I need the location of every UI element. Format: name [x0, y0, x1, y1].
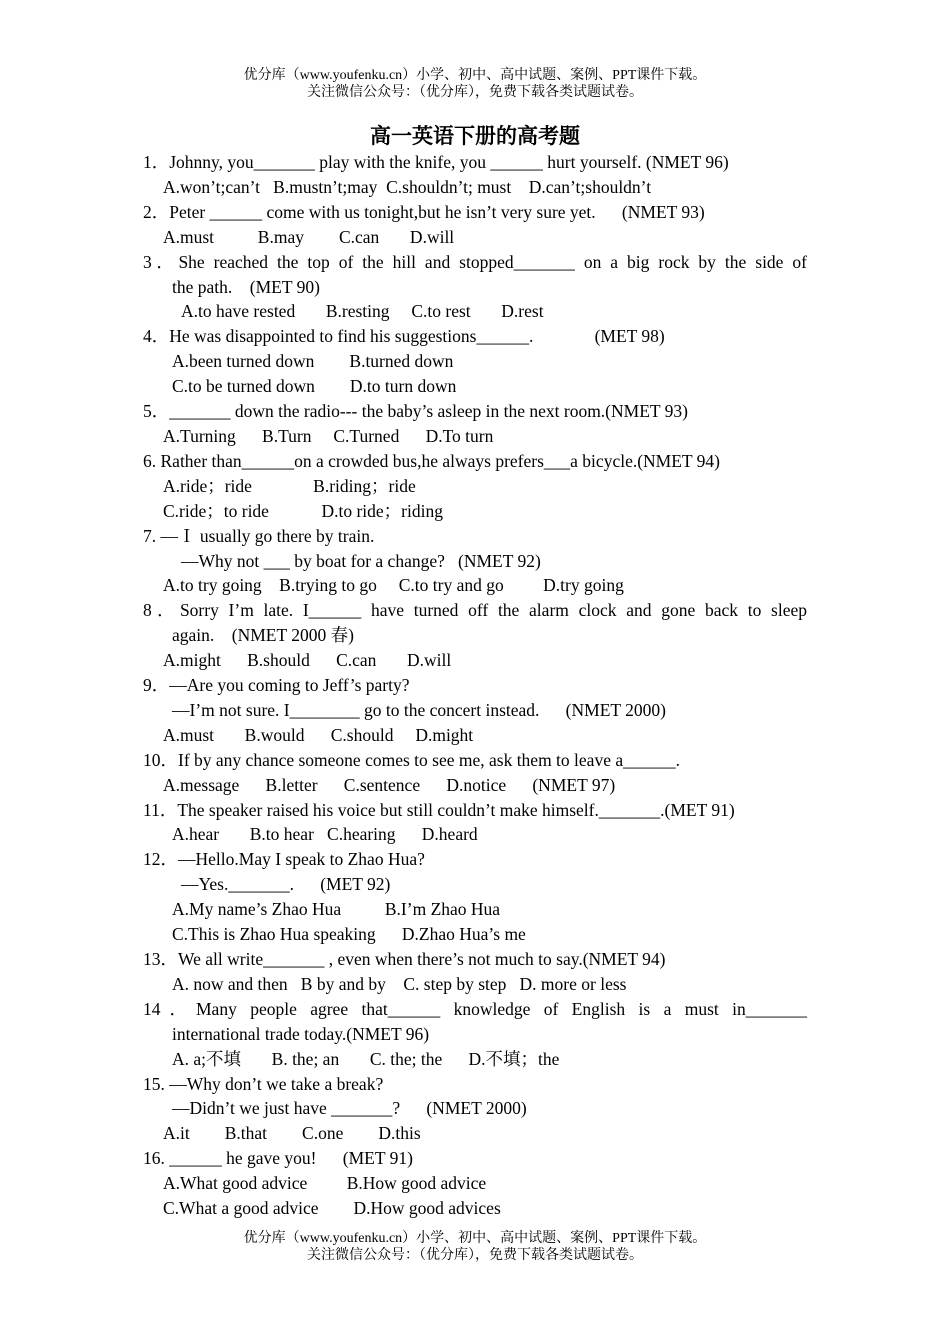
question-2: 2．Peter ______ come with us tonight,but he isn’t very sure yet. (NMET 93): [143, 201, 705, 222]
question-5-options: A.Turning B.Turn C.Turned D.To turn: [163, 425, 494, 446]
question-6: 6. Rather than______on a crowded bus,he always prefers___a bicycle.(NMET 94): [143, 450, 721, 471]
question-9-reply: —I’m not sure. I________ go to the concert instead. (NMET 2000): [172, 699, 666, 720]
question-12-options-cd: C.This is Zhao Hua speaking D.Zhao Hua’s me: [172, 924, 526, 945]
question-14-continued: international trade today.(NMET 96): [172, 1023, 430, 1044]
question-10-options: A.message B.letter C.sentence D.notice (NMET 97): [163, 774, 616, 795]
question-7-reply: —Why not ___ by boat for a change? (NMET 92): [181, 550, 541, 571]
question-13: 13．We all write_______ , even when there’s not much to say.(NMET 94): [143, 949, 666, 969]
question-14: 14．Many people agree that______ knowledge of English is a must in_______: [143, 998, 807, 1019]
footer-line-2: 关注微信公众号：（优分库），免费下载各类试题试卷。: [307, 1248, 643, 1263]
page-title: 高一英语下册的高考题: [370, 124, 580, 148]
header-line-2: 关注微信公众号：（优分库），免费下载各类试题试卷。: [307, 85, 643, 100]
question-1: 1．Johnny, you_______ play with the knife, you ______ hurt yourself. (NMET 96): [143, 152, 729, 172]
question-3-options: A.to have rested B.resting C.to rest D.rest: [181, 301, 544, 322]
question-7-options: A.to try going B.trying to go C.to try and go D.try going: [163, 575, 624, 596]
question-11: 11．The speaker raised his voice but still couldn’t make himself._______.(MET 91): [143, 799, 735, 820]
question-4: 4．He was disappointed to find his suggestions______. (MET 98): [143, 326, 665, 347]
question-4-options-cd: C.to be turned down D.to turn down: [172, 376, 457, 397]
question-16-options-cd: C.What a good advice D.How good advices: [163, 1198, 501, 1219]
question-14-options: A. a;不填 B. the; an C. the; the D.不填；the: [172, 1048, 560, 1069]
footer-line-1: 优分库（www.youfenku.cn）小学、初中、高中试题、案例、PPT课件下载。: [243, 1231, 707, 1246]
question-6-options-cd: C.ride；to ride D.to ride；riding: [163, 500, 443, 521]
page-footer: [0, 1230, 950, 1264]
question-15: 15. —Why don’t we take a break?: [143, 1073, 384, 1094]
question-16: 16. ______ he gave you! (MET 91): [143, 1148, 413, 1169]
question-10: 10．If by any chance someone comes to see me, ask them to leave a______.: [143, 749, 680, 770]
question-7: 7. —Ｉ usually go there by train.: [143, 525, 375, 546]
question-5: 5．_______ down the radio--- the baby’s asleep in the next room.(NMET 93): [143, 401, 688, 422]
question-list: [143, 150, 807, 1221]
question-13-options: A. now and then B by and by C. step by step D. more or less: [172, 973, 627, 994]
question-15-reply: —Didn’t we just have _______? (NMET 2000): [172, 1098, 527, 1119]
question-2-options: A.must B.may C.can D.will: [163, 226, 455, 247]
question-3-continued: the path. (MET 90): [172, 276, 320, 297]
question-12: 12．—Hello.May I speak to Zhao Hua?: [143, 849, 425, 870]
question-1-options: A.won’t;can’t B.mustn’t;may C.shouldn’t; must D.can’t;shouldn’t: [163, 176, 652, 197]
question-12-options-ab: A.My name’s Zhao Hua B.I’m Zhao Hua: [172, 899, 501, 920]
question-8-continued: again. (NMET 2000 春): [172, 625, 354, 646]
question-11-options: A.hear B.to hear C.hearing D.heard: [172, 824, 478, 845]
question-9-options: A.must B.would C.should D.might: [163, 724, 474, 745]
question-15-options: A.it B.that C.one D.this: [163, 1123, 421, 1144]
header-line-1: 优分库（www.youfenku.cn）小学、初中、高中试题、案例、PPT课件下载。: [243, 68, 707, 83]
page-header: [0, 67, 950, 101]
question-8: 8．Sorry I’m late. I______ have turned off the alarm clock and gone back to sleep: [143, 600, 807, 621]
question-4-options-ab: A.been turned down B.turned down: [172, 351, 454, 372]
question-8-options: A.might B.should C.can D.will: [163, 650, 452, 671]
question-12-reply: —Yes._______. (MET 92): [181, 874, 391, 895]
question-6-options-ab: A.ride；ride B.riding；ride: [163, 475, 416, 496]
question-16-options-ab: A.What good advice B.How good advice: [163, 1173, 487, 1194]
question-3: 3．She reached the top of the hill and stopped_______ on a big rock by the side of: [143, 251, 807, 272]
question-9: 9．—Are you coming to Jeff’s party?: [143, 675, 410, 696]
